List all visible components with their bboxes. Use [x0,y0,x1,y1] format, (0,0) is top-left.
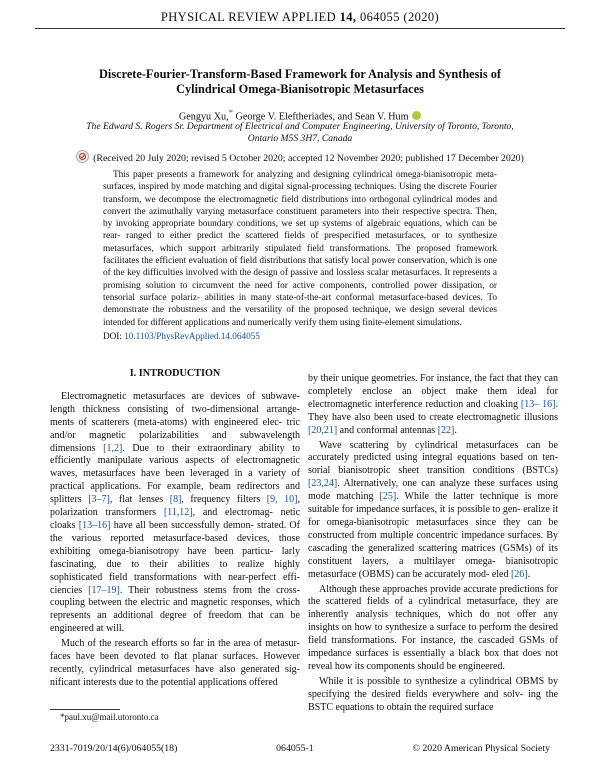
text-line: insights on how to synthesize a surface to perform the [308,622,527,634]
text-line: strated. Of the various reported metasurface-based devices, [50,519,300,544]
received-text: (Received 20 July 2020; revised 5 October 2020; accepted 12 November 2020; published 17 December 2020) [93,153,524,164]
text-line: are inherently analysis techniques, which do not offer any [308,596,559,621]
text-line: While it is possible to synthesize a cylindrical OBMS [319,675,545,687]
footnote-email[interactable]: *paul.xu@mail.utoronto.ca [60,712,159,722]
paragraph [308,373,558,438]
text-line: [23,24]. Alternatively, one can analyze these surfaces [308,478,532,490]
text-line: ciencies [17–19]. Their robustness stems from the cross- [50,584,301,596]
crossmark-icon[interactable] [76,150,89,166]
left-column [50,368,300,692]
text-line: accurately predicted using integral equations based on ten- [308,452,558,464]
text-line: and splitters [3–7], flat lenses [8], frequency filters [9, [50,481,300,506]
text-line: more suitable for impedance surfaces, it is possible to gen- [308,491,558,516]
text-line: eled [26]. [491,568,531,580]
text-line: tric and/or magnetic polarizabilities and subwavelength [50,416,300,441]
abstract-line: This paper presents a framework for analyzing and designing cylindrical omega-bianisotropic meta- [113,170,497,180]
abstract-line: convert the azimuthally varying metasurface constituent parameters into their respective spectra. Then, by [103,206,497,230]
abstract-line: abilities in many state-of-the-art conformal metasurface-based devices. To demonstrate the robustness and [103,292,498,316]
title-line: Discrete-Fourier-Transform-Based Framework for Analysis and Synthesis of [99,67,501,81]
corresponding-author-mark[interactable]: * [228,107,233,117]
journal-name: PHYSICAL REVIEW APPLIED [160,10,337,24]
doi-line [103,331,260,341]
text-line: faces have been devoted to flat planar surfaces. However [50,651,300,663]
text-line: bianisotropic metasurface (OBMS) can be accurately mod- [308,555,559,580]
doi-link[interactable]: 10.1103/PhysRevApplied.14.064055 [124,331,260,341]
text-line: larly fascinating, due to their abilities to realize highly [50,545,301,570]
text-line: electromagnetic interference reduction and cloaking [13– [308,398,540,410]
paragraph [308,584,558,674]
text-line: eralize it for omega-bianisotropic metasurfaces since they [308,504,559,528]
header-rule [35,28,565,29]
text-line: netic cloaks [13–16] have all been successfully demon- [50,507,301,531]
text-line: Although these approaches provide accurate predictions [319,583,544,595]
abstract-line: ranged to either predict the scattered fields of prespecified metasurfaces, or to synthesize metasurfaces, [103,231,497,254]
right-column [308,373,558,717]
text-line: Electromagnetic metasurfaces are devices of subwave- [61,390,300,402]
paragraph [308,676,558,715]
section-heading: I. INTRODUCTION [129,368,221,379]
text-line: waves, metasurfaces have been leveraged in a variety [50,468,286,480]
journal-volume: 14, [339,10,357,24]
text-line: dimensions [1,2]. Due to their extraordinary ability to [50,442,300,454]
text-line: Much of the research efforts so far in the area of metasur- [61,638,300,650]
text-line: desired field transformations. For instance, the cascaded [308,622,559,647]
paragraph [50,391,300,636]
affiliation-line: Ontario M5S 3H7, Canada [247,133,353,144]
title-line: Cylindrical Omega-Bianisotropic Metasurfaces [176,82,424,96]
text-line: does not reveal how its components should be engineered. [308,648,559,672]
abstract-line: the versatility of the proposed technique, we design several devices intended for different applications and [103,305,497,328]
paragraph [308,440,558,582]
author-name: Gengyu Xu, [178,111,229,123]
abstract-line: involved with the design of passive and lossless scalar metasurfaces. It represents a promising solution [103,268,497,291]
abstract-line: numerically verify them using finite-element simulations. [247,317,462,328]
text-line: which represents an additional degree of freedom that can [50,597,301,622]
abstract-line: invoking appropriate boundary conditions, we set up systems of algebraic equations, which can be rear- [103,219,498,242]
text-line: 16]. They have also been used to create electromagnetic [308,398,559,423]
article-number: 064055 (2020) [359,10,440,24]
paper-title [60,67,540,97]
footnote-rule [50,709,120,710]
text-line: can completely enclose an object make them ideal for [308,373,558,397]
text-line: for the scattered fields of a cylindrical metasurface, they [308,583,558,608]
text-line: be engineered at will. [50,610,300,635]
text-line: sorial bianisotropic sheet transition conditions (BSTCs) [308,465,558,477]
affiliation [80,121,520,145]
abstract-line: evaluation of field distributions that satisfy local power conservation, which is one of the key difficulties [103,256,497,279]
text-line: length thickness consisting of two-dimensional arrange- [50,403,300,415]
page-footer [50,743,550,754]
text-line: of practical applications. For example, beam redirectors [50,468,300,493]
copyright: © 2020 American Physical Society [412,743,550,754]
text-line: using mode matching [25]. While the latter technique is [308,478,559,503]
text-line: 10], polarization transformers [11,12], and electromag- [50,494,301,519]
abstract-line: which support arbitrarily stipulated field transformations. The proposed framework facilitates the efficient [103,243,498,267]
footer-code: 2331-7019/20/14(6)/064055(18) [50,743,178,754]
text-line: ing the BSTC equations to obtain the required surface [308,688,559,713]
text-line: GSMs of impedance surfaces is essentially a black box that [308,635,559,660]
text-line: sophisticated field transformations with near-perfect effi- [50,571,300,583]
received-dates [0,150,600,166]
text-line: those exhibiting omega-bianisotropy have been particu- [50,532,300,557]
abstract-line: transform, we decompose the electromagnetic field distributions into orthogonal cylindrical modes and [103,194,497,205]
text-line: illusions [20,21] and conformal antennas [22]. [308,411,558,436]
text-line: ments of scatterers (meta-atoms) with engineered elec- [50,416,283,428]
author-name: George V. Eleftheriades, and Sean V. Hum [235,111,409,123]
affiliation-line: The Edward S. Rogers Sr. Department of Electrical and Computer Engineering, University of Toronto, Toronto, [86,121,514,132]
text-line: by their unique geometries. For instance, the fact that they [308,373,542,384]
orcid-icon[interactable] [412,111,421,120]
text-line: Wave scattering by cylindrical metasurfaces can be [319,439,558,451]
text-line: (GSMs) of its constituent layers, a multilayer omega- [308,542,559,567]
text-line: can be constructed from multiple concentric impedance [308,516,558,541]
journal-header [0,10,600,25]
text-line: coupling between the electric and magnetic responses, [50,597,273,609]
paragraph [50,638,300,690]
abstract [103,169,497,329]
abstract-paragraph [103,169,497,329]
text-line: nificant interests due to the potential applications offered [50,676,278,688]
page-number: 064055-1 [276,743,314,754]
text-line: surfaces. By cascading the generalized scattering matrices [308,529,558,554]
text-line: recently, cylindrical metasurfaces have also generated sig- [50,663,300,675]
abstract-line: surfaces, inspired by mode matching and digital signal-processing techniques. Using the discrete Fourier [103,182,497,193]
text-line: efficiently manipulate various aspects of electromagnetic [50,455,300,467]
doi-label: DOI: [103,331,122,341]
abstract-line: to circumvent the need for active components, controlled power dissipation, or tensorial surface polariz- [103,280,497,303]
text-line: by specifying the desired fields everywhere and solv- [308,675,558,700]
